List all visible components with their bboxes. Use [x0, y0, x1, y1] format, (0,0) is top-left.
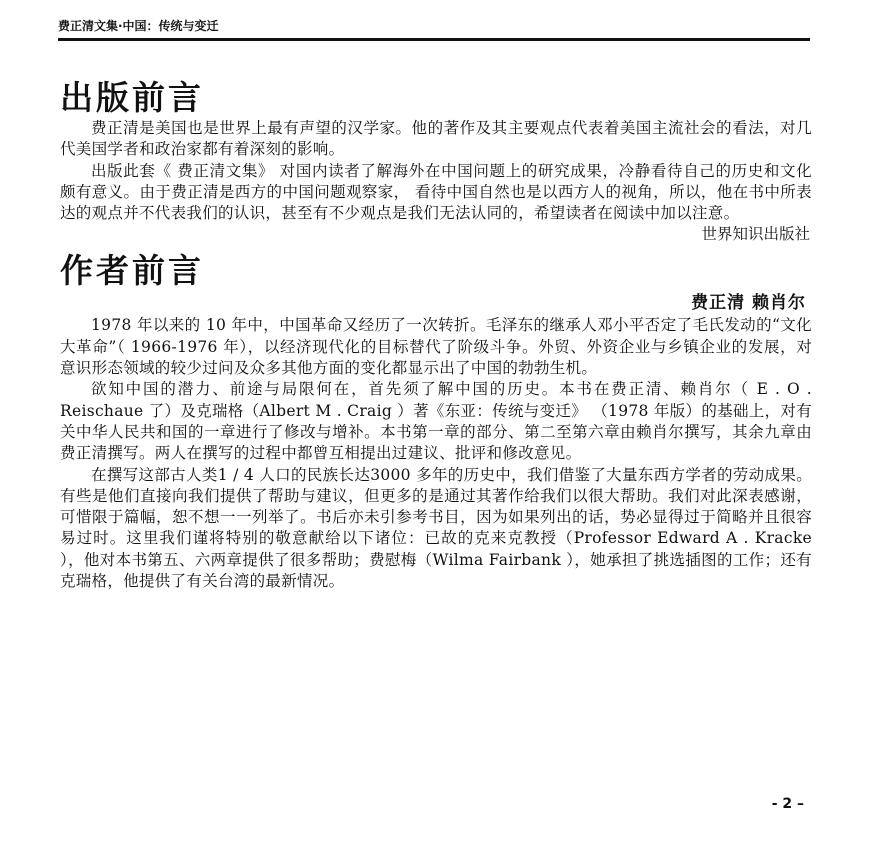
author-names: 费正清 赖肖尔 — [691, 293, 806, 314]
page-body — [60, 78, 812, 592]
author-preface-title: 作者前言 — [60, 251, 204, 291]
page-number: - 2 – — [771, 796, 804, 812]
author-preface-paragraph-2: 欲知中国的潜力、前途与局限何在，首先须了解中国的历史。本书在费正清、赖肖尔（ E . O . Reischaue 了）及克瑞格（Albert M . Craig ）著《东亚：传统与变迁》 （1978 年版）的基础上，对有关中华人民共和国的一章进行了修改与增补。本书第一章的部分、第二至第六章由赖肖尔撰写，其余九章由费正清撰写。两人在撰写的过程中都曾互相提出过建议、批评和修改意见。 — [60, 380, 812, 463]
publisher-preface-paragraph-1: 费正清是美国也是世界上最有声望的汉学家。他的著作及其主要观点代表着美国主流社会的看法，对几代美国学者和政治家都有着深刻的影响。 — [60, 119, 812, 159]
author-preface-paragraph-3: 在撰写这部古人类1 / 4 人口的民族长达3000 多年的历史中，我们借鉴了大量东西方学者的劳动成果。有些是他们直接向我们提供了帮助与建议，但更多的是通过其著作给我们以很大帮助。我们对此深表感谢，可惜限于篇幅，恕不想一一列举了。书后亦未引参考书目，因为如果列出的话，势必显得过于简略并且很容易过时。这里我们谨将特别的敬意献给以下诸位：已故的克来克教授（Professor Edward A . Kracke ），他对本书第五、六两章提供了很多帮助；费慰梅（Wilma Fairbank ），她承担了挑选插图的工作；还有克瑞格，他提供了有关台湾的最新情况。 — [60, 465, 812, 591]
header-rule — [58, 38, 810, 41]
publisher-preface-title: 出版前言 — [60, 78, 204, 117]
running-header: 费正清文集·中国：传统与变迁 — [58, 19, 219, 33]
publisher-signature: 世界知识出版社 — [701, 225, 810, 244]
author-preface-paragraph-1: 1978 年以来的 10 年中，中国革命又经历了一次转折。毛泽东的继承人邓小平否定了毛氏发动的“文化大革命”（ 1966-1976 年），以经济现代化的目标替代了阶级斗争。外贸、外资企业与乡镇企业的发展，对意识形态领域的较少过问及众多其他方面的变化都显示出了中国的勃勃生机。 — [60, 316, 812, 378]
publisher-preface-paragraph-2: 出版此套《 费正清文集》 对国内读者了解海外在中国问题上的研究成果，冷静看待自己的历史和文化颇有意义。由于费正清是西方的中国问题观察家， 看待中国自然也是以西方人的视角，所以，他在书中所表达的观点并不代表我们的认识，甚至有不少观点是我们无法认同的，希望读者在阅读中加以注意。 — [60, 161, 812, 223]
